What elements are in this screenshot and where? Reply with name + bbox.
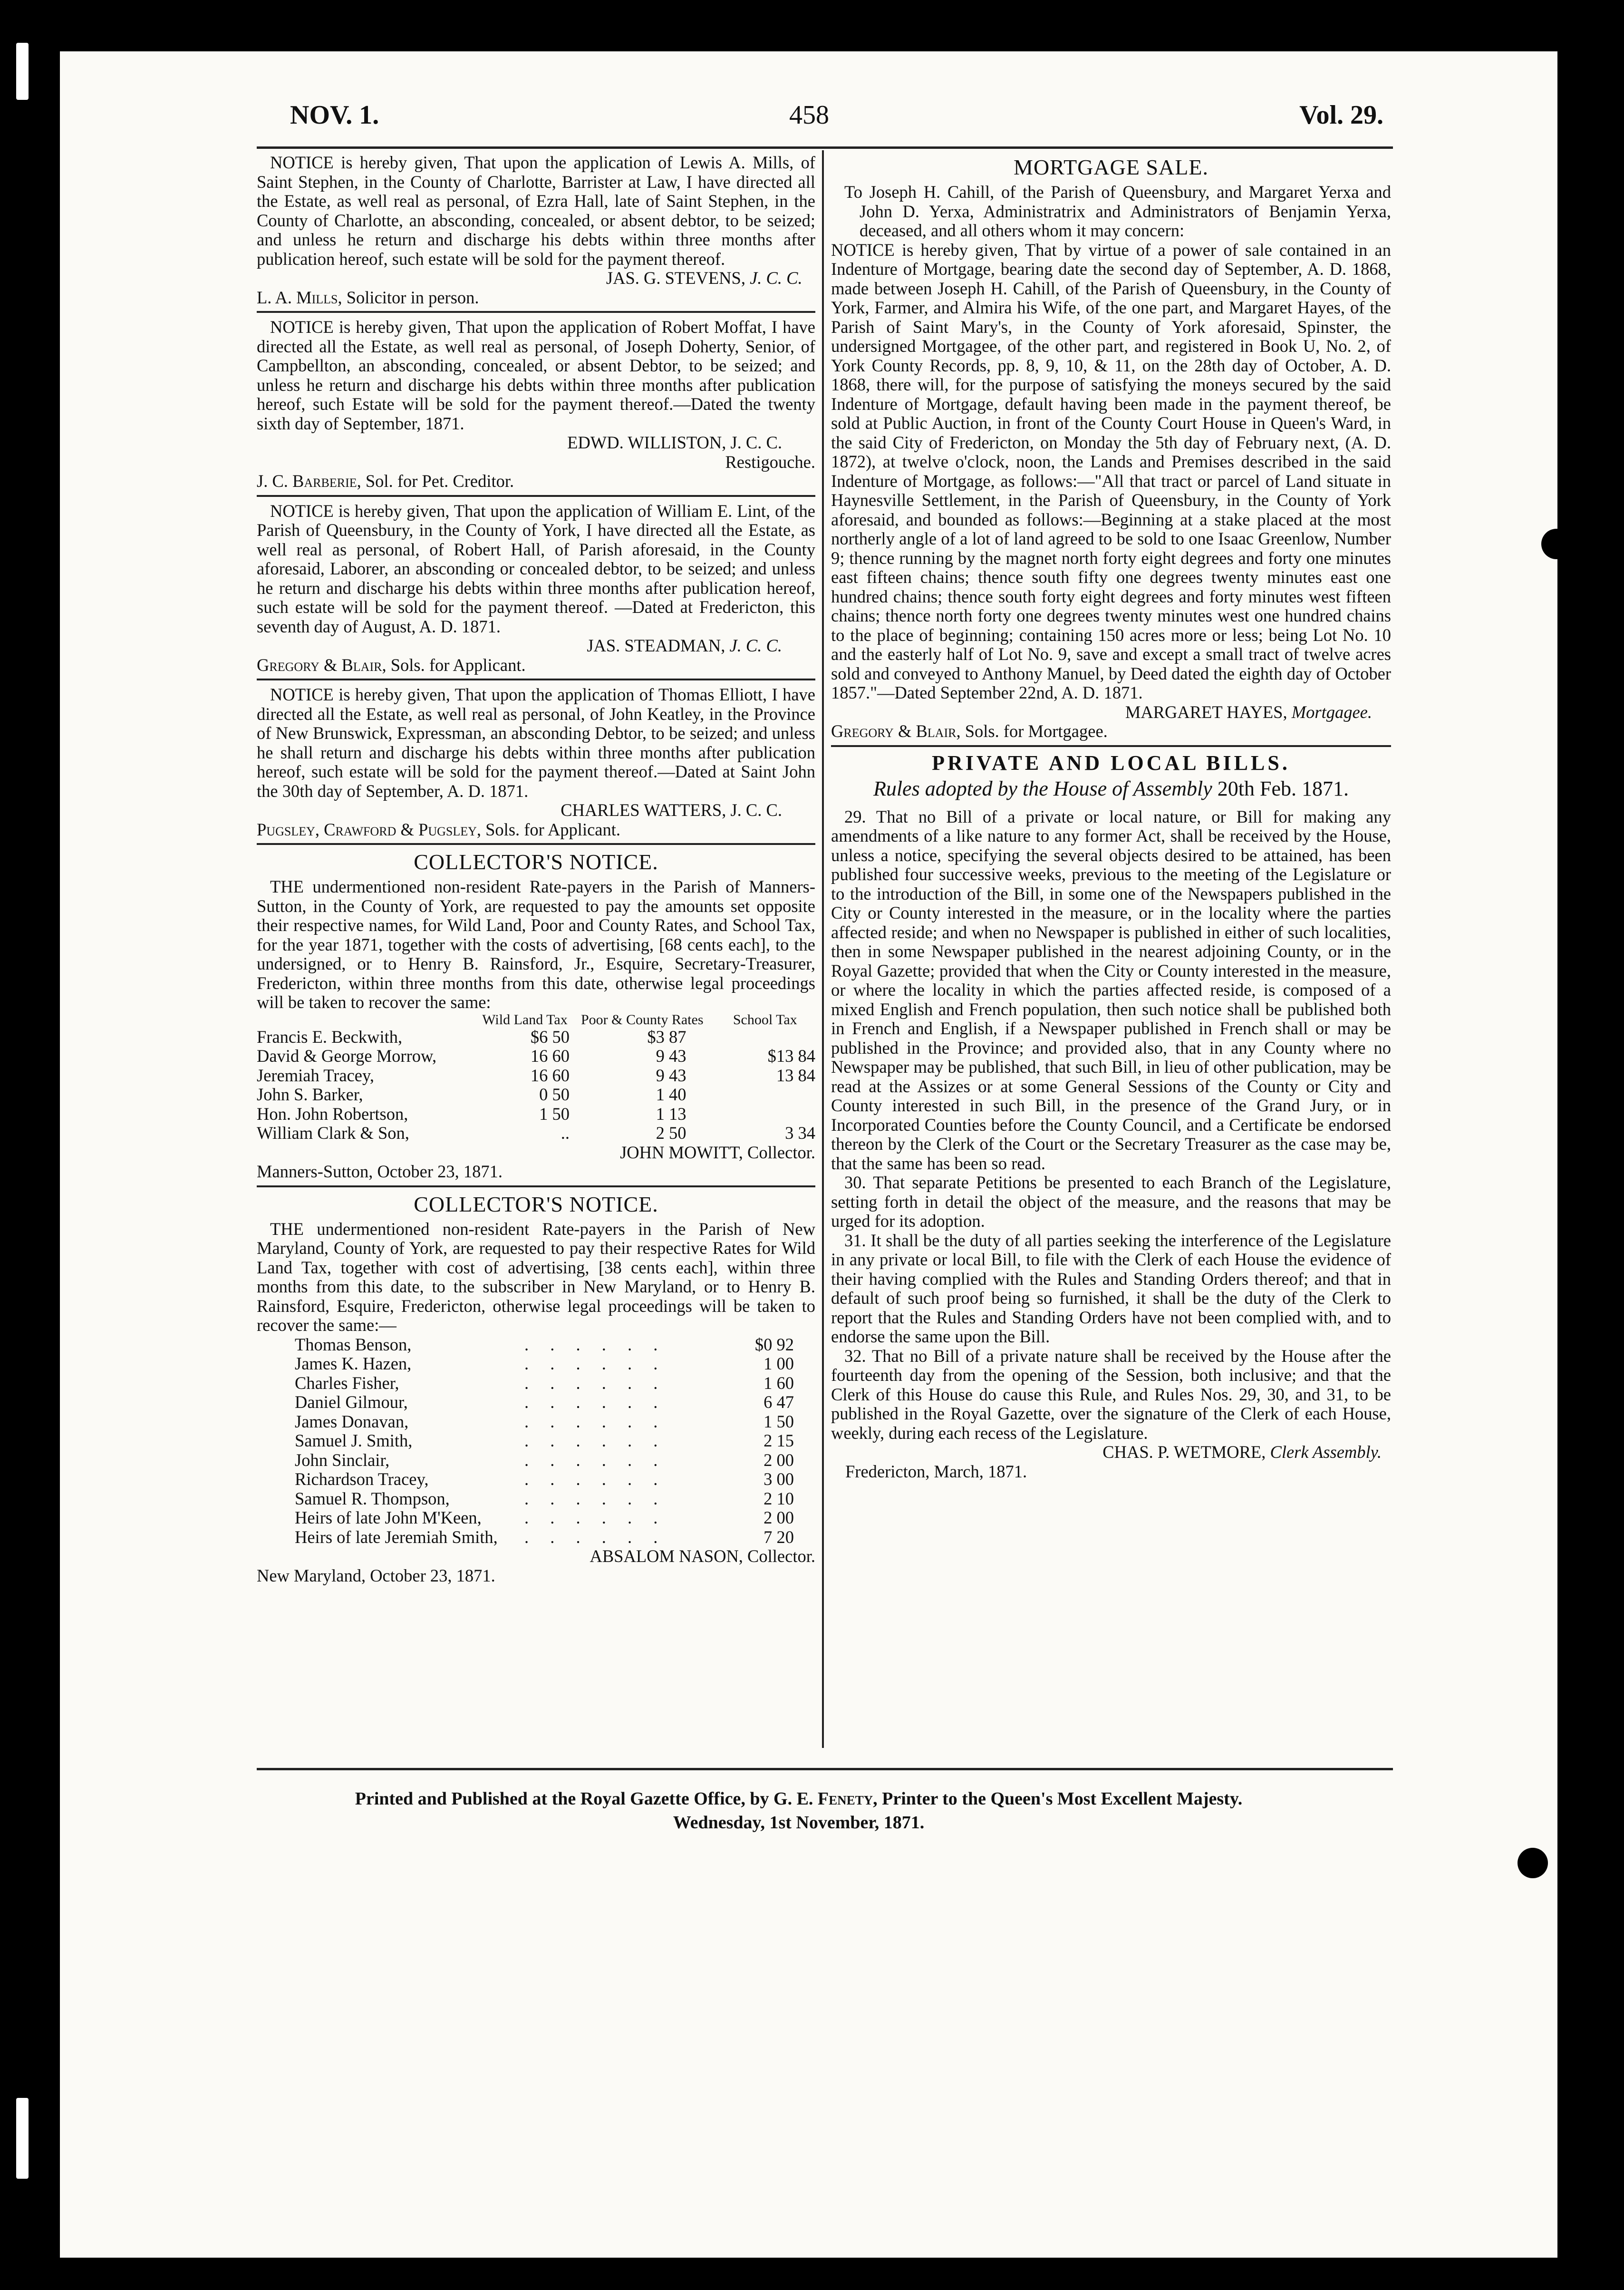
mortgage-text: NOTICE is hereby given, That by virtue of a power of sale contained in an Indenture of Mortgage, bearing date the second day of September, A. D. 1868, made between Joseph H. Cahill, of the Parish of Queensbury, in the County of York, Farmer, and Almira his Wife, of the one part, and Margaret Hayes, of the Parish of Saint Mary's, in the County of York aforesaid, Spinster, the undersigned Mortgagee, of the other part, and registered in Book U, No. 2, of York County Records, pp. 8, 9, 10, & 11, on the 28th day of October, A. D. 1868, there will, for the purpose of satisfying the moneys secured by the said Indenture of Mortgage, default having been made in the payment thereof, be sold at Public Auction, in front of the County Court House in Queen's Ward, in the said City of Fredericton, on Monday the 5th day of February next, (A. D. 1872), at twelve o'clock, noon, the Lands and Premises described in the said Indenture of Mortgage, as follows:—"All that tract or parcel of Land situate in Haynesville Settlement, in the Parish of Queensbury, in the County of York aforesaid, and bounded as follows:—Beginning at a stake placed at the most northerly angle of a lot of land agreed to be sold to one Isaac Greenlow, Number 9; thence running by the magnet north forty eight degrees and forty one minutes east fifteen chains; thence south fifty one degrees twenty minutes east one hundred chains; thence south forty eight degrees and forty minutes west fifteen chains; thence north forty one degrees twenty minutes west one hundred chains to the place of beginning; containing 150 acres more or less; being Lot No. 10 and the easterly half of Lot No. 9, save and except a small tract of twelve acres sold and conveyed to Anthony Manuel, by Deed dated the eighth day of October 1857."—Dated September 22nd, A. D. 1871. (831, 240, 1391, 702)
column-header: School Tax (733, 1011, 797, 1028)
collector-notice-new-maryland (257, 1192, 815, 1586)
section-heading: COLLECTOR'S NOTICE. (414, 850, 658, 874)
right-column (831, 153, 1391, 1481)
notice-solicitor: L. A. Mills, Solicitor in person. (257, 287, 479, 307)
notice-signer: CHARLES WATTERS, J. C. C. (561, 800, 782, 820)
footer-rule (257, 1768, 1393, 1770)
section-heading: COLLECTOR'S NOTICE. (414, 1192, 658, 1216)
table-row: William Clark & Son, .. 2 50 3 34 (257, 1123, 815, 1143)
rule-32: 32. That no Bill of a private nature shall be received by the House after the fourteenth day from the opening of the Session, both inclusive; and that the Clerk of this House do cause this Rule, and Rules Nos. 29, 30, and 31, to be published in the Royal Gazette, over the signature of the Clerk of each House, weekly, during each recess of the Legislature. (831, 1346, 1391, 1443)
bills-signer: CHAS. P. WETMORE, Clerk Assembly. (1102, 1442, 1382, 1462)
notice-solicitor: J. C. Barberie, Sol. for Pet. Creditor. (257, 471, 514, 491)
notice-elliott (257, 685, 815, 839)
dateline: Fredericton, March, 1871. (845, 1461, 1027, 1481)
notice-signer: JAS. STEADMAN, J. C. C. (587, 636, 782, 655)
notice-lint (257, 502, 815, 675)
rate-table (257, 1012, 815, 1143)
imprint-footer (228, 1787, 1369, 1834)
divider (257, 311, 815, 313)
table-row: Heirs of late John M'Keen, . . . . . . 2 00 (295, 1508, 794, 1527)
section-subheading: Rules adopted by the House of Assembly 20th Feb. 1871. (873, 777, 1349, 800)
notice-signer: JAS. G. STEVENS, J. C. C. (606, 268, 802, 288)
notice-solicitor: Pugsley, Crawford & Pugsley, Sols. for Applicant. (257, 819, 620, 839)
table-row: Charles Fisher, . . . . . . 1 60 (295, 1373, 794, 1393)
scan-edge-mark (16, 2098, 29, 2179)
collector-signer: JOHN MOWITT, Collector. (620, 1142, 815, 1162)
column-header: Poor & County Rates (580, 1011, 704, 1028)
imprint-date: Wednesday, 1st November, 1871. (673, 1813, 925, 1833)
page-number: 458 (789, 100, 829, 130)
table-row: Samuel R. Thompson, . . . . . . 2 10 (295, 1488, 794, 1508)
table-row: Francis E. Beckwith, $6 50 $3 87 (257, 1027, 686, 1047)
rate-table (295, 1335, 794, 1547)
collector-notice-manners-sutton (257, 850, 815, 1182)
header-rule (257, 146, 1393, 149)
table-row: Samuel J. Smith, . . . . . . 2 15 (295, 1431, 794, 1450)
mortgage-signer: MARGARET HAYES, Mortgagee. (1125, 702, 1372, 722)
punch-hole (1541, 529, 1572, 559)
table-row: James K. Hazen, . . . . . . 1 00 (295, 1354, 794, 1373)
notice-text: NOTICE is hereby given, That upon the application of Robert Moffat, I have directed all the Estate, as well real as personal, of Joseph Doherty, Senior, of Campbellton, an absconding, concealed, or absent Debtor, to be seized; and unless he return and discharge his debts within three months after publication hereof, such Estate will be sold for the payment thereof.—Dated the twenty sixth day of September, 1871. (257, 317, 815, 433)
divider (257, 1185, 815, 1187)
notice-solicitor: Gregory & Blair, Sols. for Applicant. (257, 655, 526, 675)
divider (257, 495, 815, 497)
mortgage-address: To Joseph H. Cahill, of the Parish of Queensbury, and Margaret Yerxa and John D. Yerxa, Administratrix and Administrators of Benjamin Yerxa, deceased, and all others whom it may concern: (844, 182, 1391, 240)
divider (257, 679, 815, 680)
mortgage-sale (831, 155, 1391, 741)
dateline: Manners-Sutton, October 23, 1871. (257, 1162, 503, 1181)
rule-31: 31. It shall be the duty of all parties seeking the interference of the Legislature in any private or local Bill, to file with the Clerk of each House the evidence of their having complied with the Rules and Standing Orders thereof; and that in default of such proof being so furnished, it shall be the duty of the Clerk to report that the Rules and Standing Orders have not been complied with, and to endorse the same upon the Bill. (831, 1230, 1391, 1346)
table-row: Thomas Benson, . . . . . . $0 92 (295, 1334, 794, 1354)
divider (257, 843, 815, 845)
collector-signer: ABSALOM NASON, Collector. (590, 1546, 815, 1566)
table-row: James Donavan, . . . . . . 1 50 (295, 1411, 794, 1431)
rule-30: 30. That separate Petitions be presented to each Branch of the Legislature, setting forth in detail the object of the measure, and the reasons that may be urged for its adoption. (831, 1173, 1391, 1231)
table-row: John S. Barker, 0 50 1 40 (257, 1085, 686, 1104)
imprint-line: Printed and Published at the Royal Gazette Office, by G. E. Fenety, Printer to the Queen's Most Excellent Majesty. (355, 1789, 1243, 1809)
notice-place: Restigouche. (725, 452, 815, 472)
table-row: Heirs of late Jeremiah Smith, . . . . . . 7 20 (295, 1527, 794, 1547)
volume-number: Vol. 29. (1299, 100, 1383, 130)
punch-hole (1518, 1848, 1548, 1878)
column-header: Wild Land Tax (482, 1011, 568, 1028)
scan-edge-mark (16, 43, 29, 100)
rule-29: 29. That no Bill of a private or local nature, or Bill for making any amendments of a like nature to any former Act, shall be received by the House, unless a notice, specifying the several objects desired to be attained, has been published four successive weeks, previous to the meeting of the Legislature or to the introduction of the Bill, in some one of the Newspapers published in the City or County interested in the measure, or in the locality where the parties affected reside; and when no Newspaper is published in either of such localities, then in some Newspaper published in the nearest adjoining County, or in the Royal Gazette; provided that when the City or County interested in the measure, or where the locality in which the parties affected reside, is composed of a mixed English and French population, then such notice shall be published both in French and English, if a Newspaper published in French shall or may be published in the Province; and provided also, that in any County where no Newspaper may be published, that such Bill, in lieu of other publication, may be read at the Assizes or at some General Sessions of the County or City and County interested in such Bill, in the presence of the Grand Jury, or in Incorporated Counties before the County Council, and a Certificate be endorsed thereon by the Clerk of the Court or the Secretary Treasurer as the case may be, that the same has been so read. (831, 806, 1391, 1173)
issue-date: NOV. 1. (290, 100, 379, 130)
table-row: Daniel Gilmour, . . . . . . 6 47 (295, 1392, 794, 1412)
notice-signer: EDWD. WILLISTON, J. C. C. (567, 433, 782, 452)
table-row: Jeremiah Tracey, 16 60 9 43 13 84 (257, 1065, 815, 1085)
table-row: John Sinclair, . . . . . . 2 00 (295, 1450, 794, 1470)
dateline: New Maryland, October 23, 1871. (257, 1565, 495, 1585)
notice-text: THE undermentioned non-resident Rate-payers in the Parish of New Maryland, County of York, are requested to pay their respective Rates for Wild Land Tax, together with cost of advertising, [38 cents each], within three months from this date, to the subscriber in New Maryland, or to Henry B. Rainsford, Esquire, Fredericton, otherwise legal proceedings will be taken to recover the same:— (257, 1219, 815, 1335)
mortgage-solicitor: Gregory & Blair, Sols. for Mortgagee. (831, 721, 1108, 741)
notice-moffat (257, 318, 815, 491)
table-row: David & George Morrow, 16 60 9 43 $13 84 (257, 1046, 815, 1066)
column-divider (822, 150, 824, 1748)
section-heading: PRIVATE AND LOCAL BILLS. (932, 751, 1290, 775)
notice-text: NOTICE is hereby given, That upon the application of William E. Lint, of the Parish of Queensbury, in the County of York, I have directed all the Estate, as well real as personal, of Robert Hall, of Parish aforesaid, in the County aforesaid, Laborer, an absconding or concealed debtor, to be seized; and unless he return and discharge his debts within three months after publication hereof, such estate will be sold for the payment thereof. —Dated at Fredericton, this seventh day of August, A. D. 1871. (257, 501, 815, 636)
private-local-bills (831, 751, 1391, 1482)
table-row: Hon. John Robertson, 1 50 1 13 (257, 1104, 686, 1124)
page-header (228, 100, 1383, 143)
notice-text: NOTICE is hereby given, That upon the application of Thomas Elliott, I have directed all the Estate, as well real as personal, of John Keatley, in the Province of New Brunswick, Expressman, an absconding Debtor, to be seized; and unless he shall return and discharge his debts within three months after publication hereof, such estate will be sold for the payment thereof.—Dated at Saint John the 30th day of September, A. D. 1871. (257, 685, 815, 801)
left-column (257, 153, 815, 1585)
notice-text: NOTICE is hereby given, That upon the application of Lewis A. Mills, of Saint Stephen, in the County of Charlotte, Barrister at Law, I have directed all the Estate, as well real as personal, of Ezra Hall, late of Saint Stephen, in the County of Charlotte, an absconding, concealed, or absent debtor, to be seized; and unless he return and discharge his debts within three months after publication hereof, such estate will be sold for the payment thereof. (257, 153, 815, 269)
notice-mills (257, 153, 815, 307)
section-heading: MORTGAGE SALE. (1014, 155, 1208, 179)
table-row: Richardson Tracey, . . . . . . 3 00 (295, 1469, 794, 1489)
notice-text: THE undermentioned non-resident Rate-payers in the Parish of Manners-Sutton, in the County of York, are requested to pay the amounts set opposite their respective names, for Wild Land, Poor and County Rates, and School Tax, for the year 1871, together with the costs of advertising, [68 cents each], to the undersigned, or to Henry B. Rainsford, Jr., Esquire, Secretary-Treasurer, Fredericton, within three months from this date, otherwise legal proceedings will be taken to recover the same: (257, 877, 815, 1012)
divider (831, 745, 1391, 747)
